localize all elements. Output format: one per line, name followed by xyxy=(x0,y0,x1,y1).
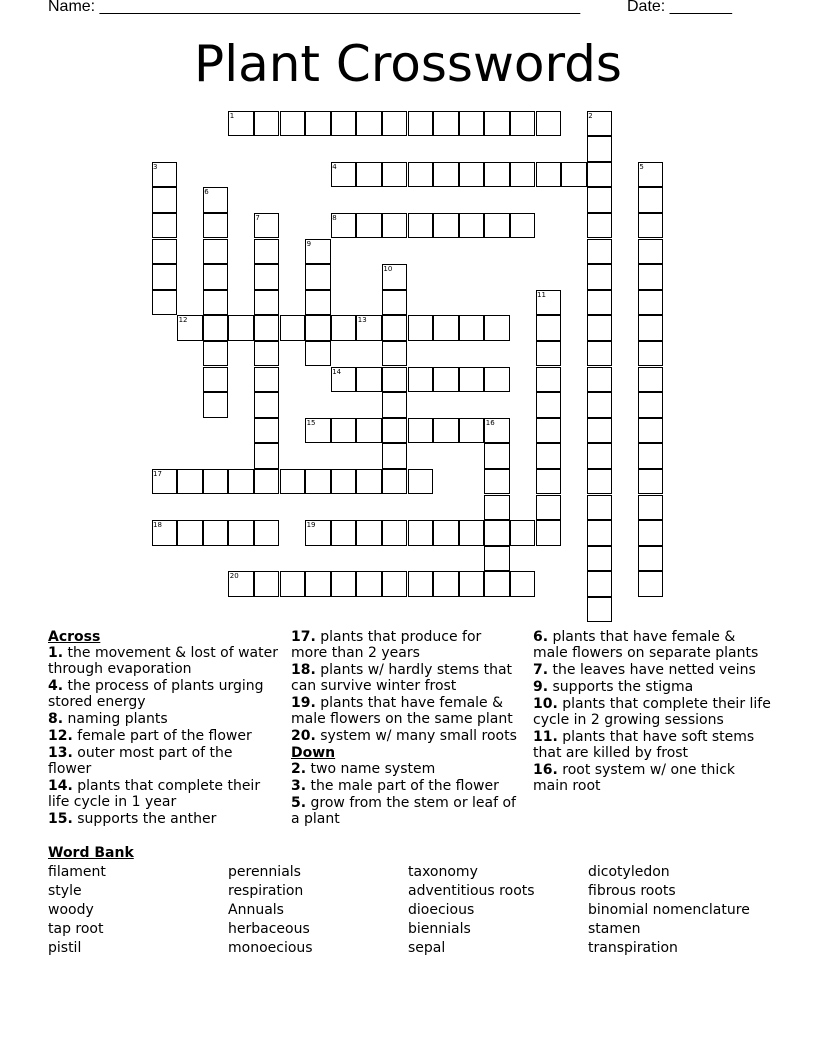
cell-number: 20 xyxy=(229,572,239,581)
grid-cell[interactable] xyxy=(484,571,510,597)
grid-cell[interactable] xyxy=(254,443,280,469)
grid-cell[interactable] xyxy=(331,111,357,137)
grid-cell[interactable] xyxy=(203,392,229,418)
grid-cell[interactable] xyxy=(587,341,613,367)
clue-text: plants that complete their life cycle in 2 growing sessions xyxy=(533,696,771,728)
grid-cell[interactable] xyxy=(382,418,408,444)
grid-cell[interactable] xyxy=(228,315,254,341)
grid-cell[interactable] xyxy=(484,469,510,495)
clue-number: 6. xyxy=(533,629,549,645)
grid-cell[interactable] xyxy=(408,213,434,239)
grid-cell[interactable] xyxy=(408,520,434,546)
grid-cell[interactable] xyxy=(382,520,408,546)
word-bank-heading: Word Bank xyxy=(48,845,134,861)
grid-cell[interactable] xyxy=(408,315,434,341)
grid-cell[interactable] xyxy=(587,495,613,521)
grid-cell[interactable] xyxy=(228,520,254,546)
grid-cell[interactable] xyxy=(484,315,510,341)
cell-number: 7 xyxy=(255,213,260,222)
clue-number: 16. xyxy=(533,762,558,778)
clue-across-20 xyxy=(291,728,519,744)
grid-cell[interactable] xyxy=(203,213,229,239)
clue-text: female part of the flower xyxy=(77,728,252,744)
clue-down-9 xyxy=(533,679,773,695)
grid-cell[interactable] xyxy=(587,264,613,290)
clue-text: plants that have female & male flowers on the same plant xyxy=(291,695,513,727)
grid-cell[interactable] xyxy=(459,162,485,188)
clue-number: 17. xyxy=(291,629,316,645)
grid-cell[interactable] xyxy=(254,264,280,290)
grid-cell[interactable] xyxy=(638,443,664,469)
grid-cell[interactable] xyxy=(356,213,382,239)
clue-across-18 xyxy=(291,662,519,694)
grid-cell[interactable] xyxy=(484,162,510,188)
grid-cell[interactable] xyxy=(177,520,203,546)
grid-cell[interactable] xyxy=(382,290,408,316)
word-bank-item: style xyxy=(48,883,82,899)
word-bank-item: woody xyxy=(48,902,94,918)
grid-cell[interactable] xyxy=(331,315,357,341)
cell-number: 16 xyxy=(485,418,495,427)
grid-cell[interactable] xyxy=(587,213,613,239)
clue-number: 20. xyxy=(291,728,316,744)
clue-text: root system w/ one thick main root xyxy=(533,762,736,794)
clue-across-14 xyxy=(48,778,278,810)
grid-cell[interactable] xyxy=(356,162,382,188)
grid-cell[interactable] xyxy=(587,239,613,265)
clue-number: 1. xyxy=(48,645,64,661)
cell-number: 12 xyxy=(178,316,188,325)
grid-cell[interactable] xyxy=(152,239,178,265)
grid-cell[interactable] xyxy=(356,469,382,495)
clue-across-19 xyxy=(291,695,519,727)
grid-cell[interactable] xyxy=(382,162,408,188)
grid-cell[interactable] xyxy=(433,315,459,341)
grid-cell[interactable] xyxy=(638,495,664,521)
cell-number: 10 xyxy=(383,265,393,274)
grid-cell[interactable] xyxy=(356,418,382,444)
grid-cell[interactable] xyxy=(152,213,178,239)
clue-number: 11. xyxy=(533,729,558,745)
word-bank-item: transpiration xyxy=(588,940,678,956)
grid-cell[interactable] xyxy=(203,315,229,341)
clue-across-4 xyxy=(48,678,278,710)
grid-cell[interactable] xyxy=(305,111,331,137)
grid-cell[interactable] xyxy=(382,571,408,597)
grid-cell[interactable] xyxy=(305,290,331,316)
clue-number: 10. xyxy=(533,696,558,712)
word-bank-column-2 xyxy=(228,863,313,958)
grid-cell[interactable] xyxy=(638,469,664,495)
clue-text: naming plants xyxy=(67,711,168,727)
clue-number: 13. xyxy=(48,745,73,761)
clue-down-10 xyxy=(533,696,773,728)
word-bank-column-3 xyxy=(408,863,535,958)
grid-cell[interactable] xyxy=(587,392,613,418)
grid-cell[interactable] xyxy=(203,469,229,495)
grid-cell[interactable] xyxy=(536,341,562,367)
grid-cell[interactable] xyxy=(382,111,408,137)
grid-cell[interactable] xyxy=(254,392,280,418)
grid-cell[interactable] xyxy=(433,520,459,546)
grid-cell[interactable] xyxy=(433,162,459,188)
clue-column-3 xyxy=(533,629,773,795)
cell-number: 8 xyxy=(332,213,337,222)
word-bank-column-1 xyxy=(48,863,106,958)
word-bank-item: biennials xyxy=(408,921,471,937)
grid-cell[interactable] xyxy=(203,239,229,265)
grid-cell[interactable] xyxy=(152,290,178,316)
grid-cell[interactable] xyxy=(382,392,408,418)
grid-cell[interactable] xyxy=(408,162,434,188)
grid-cell[interactable] xyxy=(254,469,280,495)
grid-cell[interactable] xyxy=(152,264,178,290)
grid-cell[interactable] xyxy=(459,520,485,546)
clue-text: the male part of the flower xyxy=(310,778,499,794)
cell-number: 6 xyxy=(204,188,209,197)
grid-cell[interactable] xyxy=(331,469,357,495)
grid-cell[interactable] xyxy=(254,111,280,137)
cell-number: 15 xyxy=(306,418,316,427)
grid-cell[interactable] xyxy=(536,443,562,469)
grid-cell[interactable] xyxy=(638,546,664,572)
clue-number: 19. xyxy=(291,695,316,711)
clue-number: 3. xyxy=(291,778,307,794)
clue-across-17 xyxy=(291,629,519,661)
clue-column-1 xyxy=(48,629,278,828)
grid-cell[interactable] xyxy=(536,392,562,418)
clue-number: 8. xyxy=(48,711,64,727)
grid-cell[interactable] xyxy=(587,443,613,469)
clue-text: the leaves have netted veins xyxy=(552,662,756,678)
grid-cell[interactable] xyxy=(484,213,510,239)
grid-cell[interactable] xyxy=(587,597,613,623)
clue-text: supports the anther xyxy=(77,811,217,827)
clue-number: 14. xyxy=(48,778,73,794)
grid-cell[interactable] xyxy=(638,187,664,213)
clue-number: 2. xyxy=(291,761,307,777)
grid-cell[interactable] xyxy=(638,213,664,239)
grid-cell[interactable] xyxy=(536,367,562,393)
cell-number: 4 xyxy=(332,162,337,171)
grid-cell[interactable] xyxy=(536,469,562,495)
grid-cell[interactable] xyxy=(254,418,280,444)
grid-cell[interactable] xyxy=(331,418,357,444)
word-bank-item: dicotyledon xyxy=(588,864,670,880)
clue-column-2 xyxy=(291,629,519,828)
clue-across-8 xyxy=(48,711,278,727)
grid-cell[interactable] xyxy=(177,469,203,495)
grid-cell[interactable] xyxy=(638,571,664,597)
grid-cell[interactable] xyxy=(459,213,485,239)
grid-cell[interactable] xyxy=(382,213,408,239)
cell-number: 13 xyxy=(357,316,367,325)
clue-down-2 xyxy=(291,761,519,777)
clue-text: two name system xyxy=(310,761,436,777)
grid-cell[interactable] xyxy=(408,367,434,393)
grid-cell[interactable] xyxy=(356,571,382,597)
grid-cell[interactable] xyxy=(280,315,306,341)
clue-down-6 xyxy=(533,629,773,661)
grid-cell[interactable] xyxy=(587,418,613,444)
grid-cell[interactable] xyxy=(536,520,562,546)
cell-number: 5 xyxy=(639,162,644,171)
word-bank-item: stamen xyxy=(588,921,641,937)
grid-cell[interactable] xyxy=(587,162,613,188)
grid-cell[interactable] xyxy=(203,290,229,316)
grid-cell[interactable] xyxy=(331,571,357,597)
grid-cell[interactable] xyxy=(356,520,382,546)
clue-across-12 xyxy=(48,728,278,744)
clue-text: the process of plants urging stored energy xyxy=(48,678,264,710)
grid-cell[interactable] xyxy=(152,187,178,213)
grid-cell[interactable] xyxy=(536,315,562,341)
word-bank-item: filament xyxy=(48,864,106,880)
word-bank-item: sepal xyxy=(408,940,446,956)
grid-cell[interactable] xyxy=(254,367,280,393)
clue-text: plants that have soft stems that are killed by frost xyxy=(533,729,755,761)
grid-cell[interactable] xyxy=(536,162,562,188)
grid-cell[interactable] xyxy=(382,469,408,495)
grid-cell[interactable] xyxy=(203,341,229,367)
grid-cell[interactable] xyxy=(356,111,382,137)
grid-cell[interactable] xyxy=(254,520,280,546)
word-bank-item: pistil xyxy=(48,940,82,956)
grid-cell[interactable] xyxy=(510,520,536,546)
grid-cell[interactable] xyxy=(484,546,510,572)
grid-cell[interactable] xyxy=(203,264,229,290)
grid-cell[interactable] xyxy=(305,341,331,367)
word-bank-item: respiration xyxy=(228,883,304,899)
cell-number: 19 xyxy=(306,521,316,530)
clue-down-3 xyxy=(291,778,519,794)
grid-cell[interactable] xyxy=(254,290,280,316)
grid-cell[interactable] xyxy=(587,571,613,597)
word-bank-item: Annuals xyxy=(228,902,284,918)
word-bank-item: tap root xyxy=(48,921,104,937)
cell-number: 9 xyxy=(306,239,312,248)
grid-cell[interactable] xyxy=(382,443,408,469)
grid-cell[interactable] xyxy=(280,469,306,495)
word-bank-item: perennials xyxy=(228,864,301,880)
grid-cell[interactable] xyxy=(638,341,664,367)
grid-cell[interactable] xyxy=(408,111,434,137)
clue-text: the movement & lost of water through evaporation xyxy=(48,645,278,677)
clue-text: plants that produce for more than 2 years xyxy=(291,629,482,661)
grid-cell[interactable] xyxy=(280,571,306,597)
page-title: Plant Crosswords xyxy=(194,35,622,93)
grid-cell[interactable] xyxy=(408,469,434,495)
grid-cell[interactable] xyxy=(561,162,587,188)
word-bank-item: fibrous roots xyxy=(588,883,676,899)
grid-cell[interactable] xyxy=(587,136,613,162)
grid-cell[interactable] xyxy=(536,418,562,444)
grid-cell[interactable] xyxy=(203,367,229,393)
name-field[interactable]: Name: ______________________________________________________ xyxy=(48,0,581,15)
cell-number: 14 xyxy=(332,367,342,376)
word-bank-item: binomial nomenclature xyxy=(588,902,750,918)
clue-down-5 xyxy=(291,795,519,827)
grid-cell[interactable] xyxy=(280,111,306,137)
clue-text: plants that have female & male flowers on separate plants xyxy=(533,629,759,661)
clue-across-1 xyxy=(48,645,278,677)
clue-text: supports the stigma xyxy=(552,679,694,695)
clue-number: 15. xyxy=(48,811,73,827)
grid-cell[interactable] xyxy=(459,367,485,393)
clue-text: plants that complete their life cycle in 1 year xyxy=(48,778,261,810)
grid-cell[interactable] xyxy=(382,367,408,393)
grid-cell[interactable] xyxy=(305,469,331,495)
grid-cell[interactable] xyxy=(510,162,536,188)
word-bank-item: adventitious roots xyxy=(408,883,535,899)
grid-cell[interactable] xyxy=(638,392,664,418)
cell-number: 11 xyxy=(537,290,546,299)
grid-cell[interactable] xyxy=(254,571,280,597)
clue-number: 12. xyxy=(48,728,73,744)
grid-cell[interactable] xyxy=(459,571,485,597)
grid-cell[interactable] xyxy=(510,571,536,597)
down-heading: Down xyxy=(291,745,336,761)
grid-cell[interactable] xyxy=(484,520,510,546)
grid-cell[interactable] xyxy=(536,495,562,521)
cell-number: 2 xyxy=(588,111,593,120)
grid-cell[interactable] xyxy=(382,341,408,367)
grid-cell[interactable] xyxy=(356,367,382,393)
clue-across-15 xyxy=(48,811,278,827)
clue-down-11 xyxy=(533,729,773,761)
grid-cell[interactable] xyxy=(587,469,613,495)
grid-cell[interactable] xyxy=(587,187,613,213)
grid-cell[interactable] xyxy=(254,341,280,367)
grid-cell[interactable] xyxy=(587,315,613,341)
clue-text: plants w/ hardly stems that can survive winter frost xyxy=(291,662,513,694)
grid-cell[interactable] xyxy=(638,264,664,290)
grid-cell[interactable] xyxy=(433,418,459,444)
across-heading: Across xyxy=(48,629,101,645)
grid-cell[interactable] xyxy=(638,520,664,546)
grid-cell[interactable] xyxy=(459,418,485,444)
grid-cell[interactable] xyxy=(638,239,664,265)
grid-cell[interactable] xyxy=(484,111,510,137)
clue-text: system w/ many small roots xyxy=(320,728,517,744)
grid-cell[interactable] xyxy=(433,367,459,393)
grid-cell[interactable] xyxy=(638,290,664,316)
grid-cell[interactable] xyxy=(484,495,510,521)
word-bank-item: monoecious xyxy=(228,940,313,956)
grid-cell[interactable] xyxy=(331,520,357,546)
grid-cell[interactable] xyxy=(433,111,459,137)
word-bank-column-4 xyxy=(588,863,750,958)
word-bank-item: dioecious xyxy=(408,902,475,918)
cell-number: 18 xyxy=(153,521,162,530)
clue-number: 4. xyxy=(48,678,64,694)
grid-cell[interactable] xyxy=(228,469,254,495)
word-bank-item: herbaceous xyxy=(228,921,310,937)
grid-cell[interactable] xyxy=(254,315,280,341)
grid-cell[interactable] xyxy=(638,367,664,393)
grid-cell[interactable] xyxy=(638,315,664,341)
grid-cell[interactable] xyxy=(484,367,510,393)
clue-across-13 xyxy=(48,745,278,777)
grid-cell[interactable] xyxy=(305,315,331,341)
clue-number: 18. xyxy=(291,662,316,678)
date-field[interactable]: Date: _______ xyxy=(627,0,732,15)
grid-cell[interactable] xyxy=(254,239,280,265)
clue-number: 9. xyxy=(533,679,549,695)
clue-down-16 xyxy=(533,762,773,794)
clue-text: outer most part of the flower xyxy=(48,745,233,777)
cell-number: 1 xyxy=(229,111,235,120)
grid-cell[interactable] xyxy=(408,571,434,597)
grid-cell[interactable] xyxy=(408,418,434,444)
grid-cell[interactable] xyxy=(587,520,613,546)
grid-cell[interactable] xyxy=(510,213,536,239)
grid-cell[interactable] xyxy=(433,571,459,597)
grid-cell[interactable] xyxy=(587,290,613,316)
grid-cell[interactable] xyxy=(203,520,229,546)
clue-text: grow from the stem or leaf of a plant xyxy=(291,795,516,827)
word-bank-item: taxonomy xyxy=(408,864,478,880)
grid-cell[interactable] xyxy=(484,443,510,469)
cell-number: 17 xyxy=(153,469,162,478)
grid-cell[interactable] xyxy=(433,213,459,239)
cell-number: 3 xyxy=(153,162,158,171)
grid-cell[interactable] xyxy=(459,111,485,137)
clue-down-7 xyxy=(533,662,773,678)
grid-cell[interactable] xyxy=(510,111,536,137)
grid-cell[interactable] xyxy=(382,315,408,341)
clue-number: 5. xyxy=(291,795,307,811)
grid-cell[interactable] xyxy=(638,418,664,444)
grid-cell[interactable] xyxy=(459,315,485,341)
grid-cell[interactable] xyxy=(587,367,613,393)
clue-number: 7. xyxy=(533,662,549,678)
grid-cell[interactable] xyxy=(305,264,331,290)
grid-cell[interactable] xyxy=(305,571,331,597)
grid-cell[interactable] xyxy=(536,111,562,137)
grid-cell[interactable] xyxy=(587,546,613,572)
